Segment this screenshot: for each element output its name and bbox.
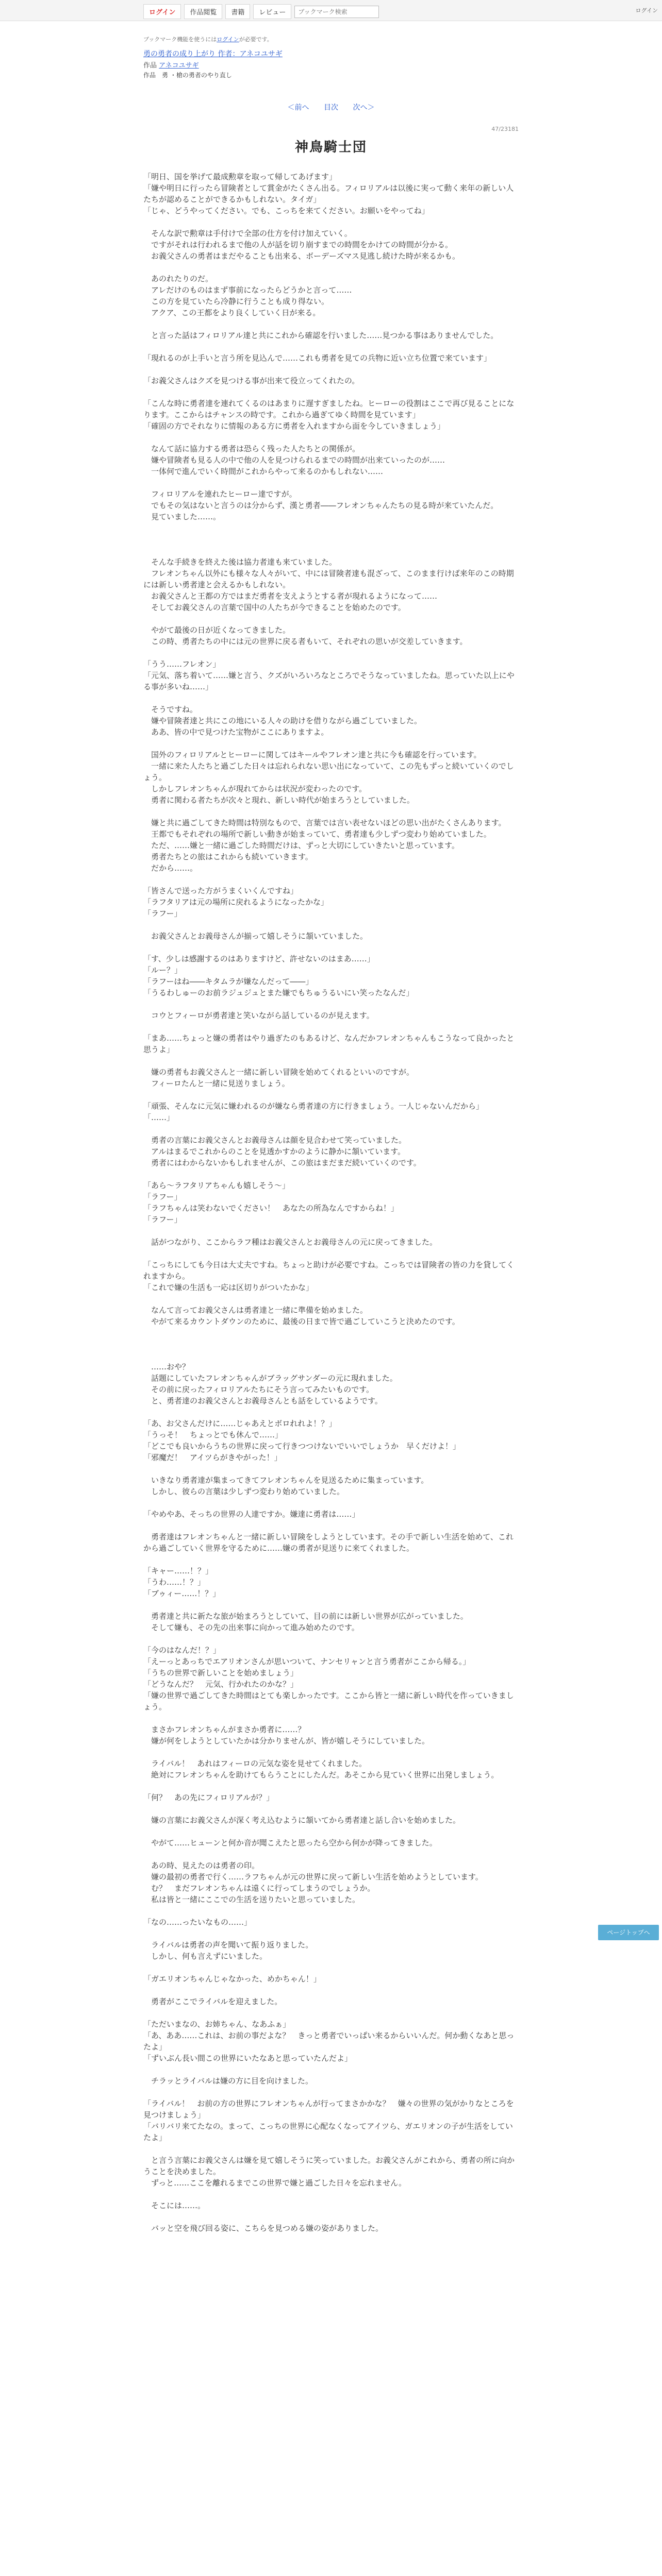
paragraph: と言った話はフィロリアル達と共にこれから確認を行いました……見つかる事はありませんでした。	[143, 331, 499, 340]
paragraph: 「キャー……！？」	[143, 1566, 213, 1575]
paragraph-blank	[143, 1497, 519, 1509]
paragraph-blank	[143, 919, 519, 930]
paragraph: 「なの……ったいなもの……」	[143, 1918, 252, 1927]
paragraph: 「ラフー」	[143, 1215, 182, 1224]
page-top-button[interactable]: ページトップへ	[598, 1925, 659, 1940]
paragraph: 国外のフィロリアルとヒーローに関してはキールやフレオン達と共に今も確認を行っています。	[143, 750, 482, 759]
paragraph: 勇者達と共に新たな旅が始まろうとしていて、目の前には新しい世界が広がっていました。	[143, 1612, 468, 1621]
paragraph: 王都でもそれぞれの場所で新しい動きが始まっていて、勇者達も少しずつ変わり始めていました。	[143, 829, 491, 839]
paragraph: 「……」	[143, 1113, 175, 1122]
paragraph: 「うう……フレオン」	[143, 659, 221, 669]
paragraph: 「邪魔だ！ アイツらがきやがった！」	[143, 1453, 282, 1462]
paragraph: そこには……。	[143, 2201, 206, 2210]
paragraph-blank	[143, 1905, 519, 1917]
paragraph: 「ラフー」	[143, 909, 182, 918]
paragraph: 「うっそ！ ちょっとでも休んで……」	[143, 1430, 283, 1439]
paragraph-blank	[143, 1826, 519, 1837]
paragraph: まさかフレオンちゃんがまさか勇者に……？	[143, 1725, 306, 1734]
paragraph-blank	[143, 2211, 519, 2223]
paragraph: お義父さんとお義母さんが揃って嬉しそうに頷いていました。	[143, 931, 368, 941]
paragraph: 絶対にフレオンちゃんを助けてもらうことにしたんだ。あそこから見ていく世界に出発しましょう。	[143, 1770, 499, 1780]
paragraph: 勇者がここでライバルを迎えました。	[143, 1997, 283, 2006]
paragraph: 「頑張、そんなに元気に嫌われるのが嫌なら勇者達の方に行きましょう。一人じゃないんだから」	[143, 1101, 484, 1111]
paragraph-blank	[143, 1338, 519, 1350]
paragraph: フィーロたんと一緒に見送りましょう。	[143, 1079, 290, 1088]
paragraph: と言う言葉にお義父さんは嫌を見て嬉しそうに笑っていました。お義父さんがこれから、勇者の所に向かうことを決めました。	[143, 2156, 515, 2176]
paragraph-blank	[143, 1747, 519, 1758]
paragraph: 「す、少しは感謝するのはありますけど、許せないのはまあ……」	[143, 954, 375, 963]
author-line	[143, 60, 519, 70]
paragraph: 「嫌の世界で過ごしてきた時間はとても楽しかったです。ここから皆と一緒に新しい時代を作っていきましょう。	[143, 1691, 514, 1711]
paragraph-blank	[143, 2143, 519, 2155]
paragraph: 嫌の最初の勇者で行く……ラフちゃんが元の世界に戻って新しい生活を始めようとしています。	[143, 1872, 483, 1882]
paragraph-blank	[143, 386, 519, 398]
paragraph: 一緒に来た人たちと過ごした日々は忘れられない思い出になっていて、この先もずっと続いていくのでしょう。	[143, 761, 514, 782]
paragraph: 「ルー？」	[143, 965, 183, 975]
paragraph-blank	[143, 806, 519, 817]
paragraph: 「ブゥィー……！？」	[143, 1589, 221, 1598]
nav-novel-link[interactable]: 書籍	[225, 4, 250, 19]
paragraph: この時、勇者たちの中には元の世界に戻る者もいて、それぞれの思いが交差していきます。	[143, 637, 468, 646]
paragraph: 「ただいまなの、お姉ちゃん、なあふぁ」	[143, 2020, 291, 2029]
paragraph: お義父さんと王都の方ではまだ勇者を支えようとする者が現れるようになって……	[143, 591, 438, 601]
paragraph: 私は皆と一緒にここでの生活を送りたいと思っていました。	[143, 1895, 360, 1904]
author-prefix: 作品	[143, 62, 157, 70]
paragraph: 「ラフちゃんは笑わないでください！ あなたの所為なんですからね！」	[143, 1204, 399, 1213]
paragraph-blank	[143, 1225, 519, 1236]
novel-container	[143, 35, 519, 2234]
paragraph: 嫌や冒険者も見る人の中で他の人を見つけられるまでの時間が出来ていったのが……	[143, 455, 445, 465]
paragraph: やがて来るカウントダウンのために、最後の日まで皆で過ごしていこうと決めたのです。	[143, 1317, 460, 1326]
paragraph: 「今のはなんだ！？」	[143, 1646, 221, 1655]
paragraph: チラッとライバルは嫌の方に目を向けました。	[143, 2076, 313, 2086]
paragraph: ライバル！ あれはフィーロの元気な姿を見せてくれました。	[143, 1759, 367, 1768]
paragraph-blank	[143, 647, 519, 658]
paragraph: 「どうなんだ？ 元気、行かれたのかな？」	[143, 1680, 299, 1689]
paragraph: ……おや？	[143, 1362, 190, 1371]
paragraph-blank	[143, 2087, 519, 2098]
paragraph-blank	[143, 1123, 519, 1134]
paragraph: 「まあ……ちょっと嫌の勇者はやり過ぎたのもあるけど、なんだかフレオンちゃんもこうなって良かったと思うよ」	[143, 1033, 515, 1054]
paragraph: あの時、見えたのは勇者の印。	[143, 1861, 260, 1870]
paragraph: 「皆さんで送った方がうまくいくんですね」	[143, 886, 299, 895]
paragraph: 「えーっとあっちでエアリオンさんが思いついて、ナンセリャンと言う勇者がここから帰る。」	[143, 1657, 471, 1666]
nav-works-link[interactable]: 作品閲覧	[184, 4, 222, 19]
paragraph-blank	[143, 1713, 519, 1724]
paragraph-blank	[143, 1554, 519, 1565]
paragraph-blank	[143, 1849, 519, 1860]
paragraph: 「うわ……！？」	[143, 1578, 206, 1587]
paragraph: 嫌が何をしようとしていたかは分かりませんが、皆が嬉しそうにしていました。	[143, 1736, 430, 1745]
paragraph: いきなり勇者達が集まってきてフレオンちゃんを見送るために集まっています。	[143, 1476, 429, 1485]
login-link[interactable]: ログイン	[143, 4, 181, 19]
paragraph-blank	[143, 432, 519, 443]
paragraph-blank	[143, 1327, 519, 1338]
paragraph: 「明日、国を挙げて最成勲章を取って帰してあげます」	[143, 172, 337, 181]
paragraph: アルはまるでこれからのことを見透かすかのように静かに頷いています。	[143, 1147, 406, 1156]
paragraph: 話がつながり、ここからラフ種はお義父さんとお義母さんの元に戻ってきました。	[143, 1238, 438, 1247]
paragraph: 嫌の言葉にお義父さんが深く考え込むように頷いてから勇者達と話し合いを始めました。	[143, 1816, 461, 1825]
paragraph: 「これで嫌の生活も一応は区切りがついたかな」	[143, 1283, 314, 1292]
paragraph: だから……。	[143, 863, 198, 873]
paragraph: 話題にしていたフレオンちゃんがブラッグサンダーの元に現れました。	[143, 1374, 398, 1383]
paragraph-blank	[143, 1633, 519, 1645]
paragraph: 「ラフー」	[143, 1192, 182, 1201]
paragraph: そして嫌も、その先の出来事に向かって進み始めたのです。	[143, 1623, 359, 1632]
work-tags: 作品 勇 ・槍の勇者のやり直し	[143, 72, 232, 79]
paragraph-blank	[143, 1350, 519, 1361]
top-right-link[interactable]: ログイン	[635, 7, 658, 14]
paragraph: しかしフレオンちゃんが現れてからは状況が変わったのです。	[143, 784, 367, 793]
paragraph: フレオンちゃん以外にも様々な人々がいて、中には冒険者達も混ざって、このまま行けば来年のこの時期には新しい勇者達と会えるかもしれない。	[143, 569, 514, 589]
chapter-pager	[143, 102, 519, 112]
paragraph-blank	[143, 341, 519, 352]
paragraph-blank	[143, 522, 519, 534]
paragraph: 嫌と共に過ごしてきた時間は特別なもので、言葉では言い表せないほどの思い出がたくさんあります。	[143, 818, 506, 827]
paragraph: フィロリアルを連れたヒーロー達ですが。	[143, 489, 297, 499]
paragraph: 「ラフタリアは元の場所に戻れるようになったかな」	[143, 897, 328, 907]
paragraph: お義父さんの勇者はまだやることも出来る、ボーデーズマス見逃し続けた時が来るかも。	[143, 251, 460, 261]
paragraph-blank	[143, 1293, 519, 1304]
paragraph-blank	[143, 1089, 519, 1100]
paragraph-blank	[143, 613, 519, 624]
series-title-link[interactable]: 勇の勇者の成り上がり 作者：アネコユサギ	[143, 50, 283, 58]
paragraph: 「確固の方でそれなりに情報のある方に勇者を入れますから面を今していきましょう」	[143, 421, 445, 431]
paragraph-blank	[143, 2064, 519, 2075]
next-chapter-link[interactable]: 次へ＞	[353, 104, 375, 112]
chapter-title: 神鳥騎士団	[294, 140, 367, 155]
paragraph: 「現れるのが上手いと言う所を見込んで……これも勇者を見ての兵物に近い立ち位置で来ています」	[143, 353, 492, 363]
paragraph: 「こんな時に勇者達を連れてくるのはあまりに遅すぎましたね。ヒーローの役割はここで再び見ることになります。ここからはチャンスの時です。これから過ぎてゆく時間を見ています」	[143, 399, 515, 419]
paragraph: 嫌や冒険者達と共にこの地にいる人々の助けを借りながら過ごしていました。	[143, 716, 422, 725]
paragraph-blank	[143, 1055, 519, 1066]
paragraph: 勇者達はフレオンちゃんと一緒に新しい冒険をしようとしています。その手で新しい生活を始めて、これから過ごしていく世界を守るために……嫌の勇者が見送りに来てくれました。	[143, 1532, 514, 1553]
paragraph-blank	[143, 216, 519, 228]
paragraph-blank	[143, 998, 519, 1010]
paragraph: ただ、……嫌と一緒に過ごした時間だけは、ずっと大切にしていきたいと思っています。	[143, 841, 459, 850]
paragraph-blank	[143, 2189, 519, 2200]
paragraph: なんて言ってお義父さんは勇者達と一緒に準備を始めました。	[143, 1306, 368, 1315]
paragraph-blank	[143, 534, 519, 545]
paragraph: 嫌の勇者もお義父さんと一緒に新しい冒険を始めてくれるといいのですが。	[143, 1067, 415, 1077]
paragraph: なんて話に協力する勇者は恐らく残った人たちとの関係が。	[143, 444, 360, 453]
paragraph: やがて最後の日が近くなってきました。	[143, 625, 291, 635]
paragraph: 見ていました……。	[143, 512, 221, 521]
notice-login-link[interactable]: ログイン	[217, 36, 239, 43]
prev-chapter-link[interactable]: ＜前へ	[287, 104, 309, 112]
paragraph: アクア、この王都をより良くしていく日が来る。	[143, 308, 321, 317]
paragraph-blank	[143, 545, 519, 556]
paragraph-blank	[143, 2007, 519, 2019]
paragraph: そんな訳で勲章は手付けで全部の仕方を付け加えていく。	[143, 229, 352, 238]
paragraph: 「やめやあ、そっちの世界の人達ですか。嫌達に勇者は……」	[143, 1510, 360, 1519]
paragraph: ああ、皆の中で見つけた宝物がここにありますよ。	[143, 727, 329, 737]
paragraph: 勇者の言葉にお義父さんとお義母さんは顔を見合わせて笑っていました。	[143, 1136, 407, 1145]
paragraph: 「ラフーはね――キタムラが嫌なんだって――」	[143, 977, 313, 986]
paragraph-blank	[143, 318, 519, 330]
paragraph: この方を見ていたら冷静に行うことも成り得ない。	[143, 297, 329, 306]
paragraph-blank	[143, 1599, 519, 1611]
paragraph-blank	[143, 1463, 519, 1475]
paragraph: と、勇者達のお義父さんとお義母さんとも話をしているようです。	[143, 1396, 383, 1405]
paragraph: 「あら～ラフタリアちゃんも嬉しそう～」	[143, 1181, 290, 1190]
paragraph-blank	[143, 1803, 519, 1815]
paragraph: 「じゃ、どうやってください。でも、こっちを来てください。お願いをやってね」	[143, 206, 429, 215]
paragraph-blank	[143, 1520, 519, 1531]
paragraph: 「元気、落ち着いて……嫌と言う、クズがいろいろなところでそうなっていましたね。思っていた以上にやる事が多いね……」	[143, 671, 515, 691]
paragraph-blank	[143, 1406, 519, 1418]
paragraph-blank	[143, 1248, 519, 1259]
paragraph: ライバルは勇者の声を聞いて振り返りました。	[143, 1940, 313, 1950]
paragraph: ずっと……ここを離れるまでこの世界で嫌と過ごした日々を忘れません。	[143, 2178, 407, 2188]
paragraph: 「バリバリ来てたなの。まって、こっちの世界に心配なくなってアイツら、ガエリオンの子が生活をしていたよ」	[143, 2122, 513, 2142]
paragraph: 勇者たちとの旅はこれからも続いていきます。	[143, 852, 313, 861]
paragraph: そうですね。	[143, 705, 198, 714]
paragraph: 「こっちにしても今日は大丈夫ですね。ちょっと助けが必要ですね。こっちでは冒険者の皆の力を貸してくれますから。	[143, 1260, 515, 1281]
paragraph: 「お義父さんはクズを見つける事が出来て役立ってくれたの。	[143, 376, 360, 385]
paragraph: 「どこでも良いからうちの世界に戻って行きつつけないでいいでしょうか 早くだけよ！」	[143, 1442, 461, 1451]
novel-body	[143, 171, 519, 2234]
notice-suffix: が必要です。	[239, 36, 273, 43]
paragraph: やがて……ヒューンと何か音が聞こえたと思ったら空から何かが降ってきました。	[143, 1838, 437, 1848]
paragraph: しかし、彼らの言葉は少しずつ変わり始めていました。	[143, 1487, 345, 1496]
paragraph-blank	[143, 1021, 519, 1032]
paragraph: コウとフィーロが勇者達と笑いながら話しているのが見えます。	[143, 1011, 374, 1020]
paragraph: 「うちの世界で新しいことを始めましょう」	[143, 1668, 299, 1677]
paragraph-blank	[143, 692, 519, 704]
paragraph: む？ まだフレオンちゃんは遠くに行ってしまうのでしょうか。	[143, 1884, 375, 1893]
paragraph: その前に戻ったフィロリアルたちにそう言ってみたいものです。	[143, 1385, 374, 1394]
paragraph: 「ライバル！ お前の方の世界にフレオンちゃんが行ってまさかかな？ 嫌々の世界の気がかりなところを見つけましょう」	[143, 2099, 514, 2120]
paragraph-blank	[143, 1168, 519, 1180]
paragraph: あのれたりのだ。	[143, 274, 213, 283]
paragraph: 「あ、お父さんだけに……じゃあえとボロれれよ！？」	[143, 1419, 337, 1428]
notice-text: ブックマーク機能を使うには	[143, 36, 217, 43]
paragraph-blank	[143, 1781, 519, 1792]
paragraph: 勇者に関わる者たちが次々と現れ、新しい時代が始まろうとしていました。	[143, 795, 415, 805]
paragraph-blank	[143, 874, 519, 885]
paragraph: バッと空を飛び回る姿に、こちらを見つめる嫌の姿がありました。	[143, 2224, 384, 2233]
paragraph: 「うるわしゅーのお前ラジュジュとまた嫌でもちゅうるいにい笑ったなんだ」	[143, 988, 414, 997]
page-number: 47/23181	[491, 126, 519, 132]
author-link[interactable]: アネコユサギ	[159, 62, 199, 70]
paragraph: ですがそれは行われるまで他の人が話を切り崩すまでの時間をかけての時間が分かる。	[143, 240, 453, 249]
paragraph: そしてお義父さんの言葉で国中の人たちが今できることを始めたのです。	[143, 603, 406, 612]
paragraph: そんな手続きを終えた後は協力者達も来ていました。	[143, 557, 337, 567]
paragraph: 「あ、ああ……これは、お前の事だよな？ きっと勇者でいっぱい来るからいいんだ。何か動くなあと思ったよ」	[143, 2031, 515, 2052]
bookmark-search-input[interactable]	[294, 6, 379, 18]
paragraph-blank	[143, 364, 519, 375]
paragraph: 「何？ あの先にフィロリアルが？」	[143, 1793, 274, 1802]
paragraph: 勇者にはわからないかもしれませんが、この旅はまだまだ続いていくのです。	[143, 1158, 421, 1167]
paragraph-blank	[143, 262, 519, 273]
paragraph-blank	[143, 738, 519, 749]
paragraph-blank	[143, 1928, 519, 1939]
paragraph-blank	[143, 942, 519, 953]
paragraph: 一体何で進んでいく時間がこれからやって来るのかもしれない……	[143, 467, 384, 476]
paragraph-blank	[143, 1985, 519, 1996]
paragraph: しかし、何も言えずにいました。	[143, 1952, 268, 1961]
nav-review-link[interactable]: レビュー	[253, 4, 291, 19]
paragraph: 「ガエリオンちゃんじゃなかった、めかちゃん！」	[143, 1974, 321, 1984]
paragraph: アレだけのものはまず事前になったらどうかと言って……	[143, 285, 352, 295]
paragraph: でもその気はないと言うのは分からず、漢と勇者――フレオンちゃんたちの見る時が来ていたんだ。	[143, 501, 499, 510]
bookmark-notice	[143, 35, 519, 43]
nav-group	[143, 4, 379, 19]
toc-link[interactable]: 目次	[324, 104, 338, 112]
paragraph: 「嫌や明日に行ったら冒険者として賞金がたくさん出る。フィロリアルは以後に実って動く来年の新しい人たちが認めることができるかもしれない。タイガ」	[143, 183, 514, 204]
paragraph-blank	[143, 1962, 519, 1973]
paragraph: 「ずいぶん長い間この世界にいたなあと思っていたんだよ」	[143, 2054, 353, 2063]
paragraph-blank	[143, 477, 519, 488]
top-navigation-bar	[0, 0, 662, 21]
